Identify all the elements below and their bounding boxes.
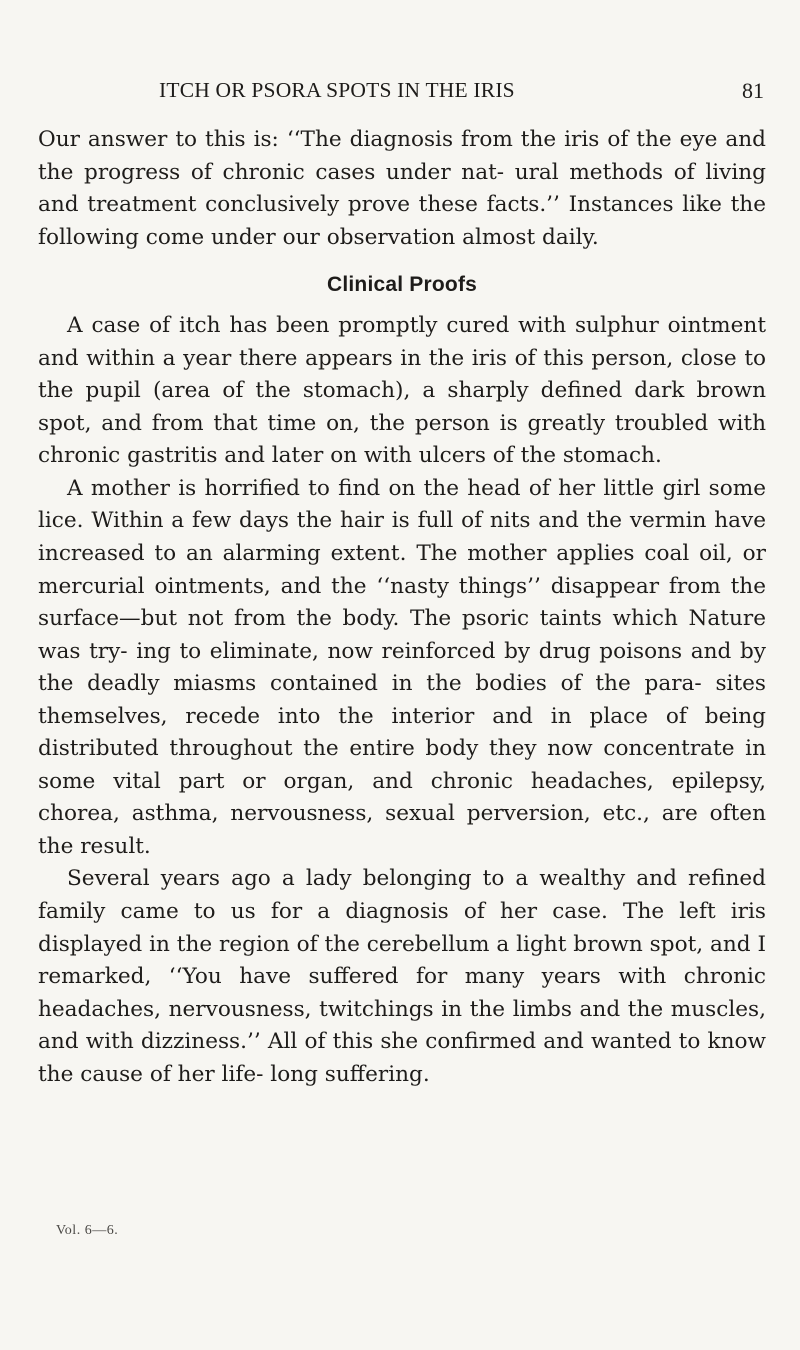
book-page bbox=[38, 0, 766, 1350]
running-title: ITCH OR PSORA SPOTS IN THE IRIS bbox=[159, 78, 515, 102]
paragraph-lice-case: A mother is horrified to find on the head of her little girl some lice. Within a few days the hair is full of nits and the vermin have increased to an alarming extent. The mother applies coal oil, or mercurial ointments, and the ‘‘nasty things’’ disappear from the surface—but not from the body. The psoric taints which Nature was try- ing to eliminate, now reinforced by drug poisons and by the deadly miasms contained in the bodies of the para- sites themselves, recede into the interior and in place of being distributed throughout the entire body they now concentrate in some vital part or organ, and chronic headaches, epilepsy, chorea, asthma, nervousness, sexual perversion, etc., are often the result. bbox=[38, 475, 766, 859]
running-head bbox=[38, 78, 766, 108]
page-number: 81 bbox=[742, 78, 764, 103]
signature-mark: Vol. 6—6. bbox=[56, 1223, 119, 1238]
paragraph-lady-case: Several years ago a lady belonging to a wealthy and refined family came to us for a diagnosis of her case. The left iris displayed in the region of the cerebellum a light brown spot, and I remarked, ‘‘You have suffered for many years with chronic headaches, nervousness, twitchings in the limbs and the muscles, and with dizziness.’’ All of this she confirmed and wanted to know the cause of her life- long suffering. bbox=[38, 866, 766, 1087]
body-text bbox=[38, 124, 766, 1091]
paragraph-itch-case: A case of itch has been promptly cured with sulphur ointment and within a year there appears in the iris of this person, close to the pupil (area of the stomach), a sharply defined dark brown spot, and from that time on, the person is greatly troubled with chronic gastritis and later on with ulcers of the stomach. bbox=[38, 313, 766, 469]
section-heading: Clinical Proofs bbox=[326, 273, 478, 297]
opening-paragraph: Our answer to this is: ‘‘The diagnosis from the iris of the eye and the progress of chronic cases under nat- ural methods of living and treatment conclusively prove these facts.’’ Instances like the following come under our observation almost daily. bbox=[38, 127, 766, 250]
